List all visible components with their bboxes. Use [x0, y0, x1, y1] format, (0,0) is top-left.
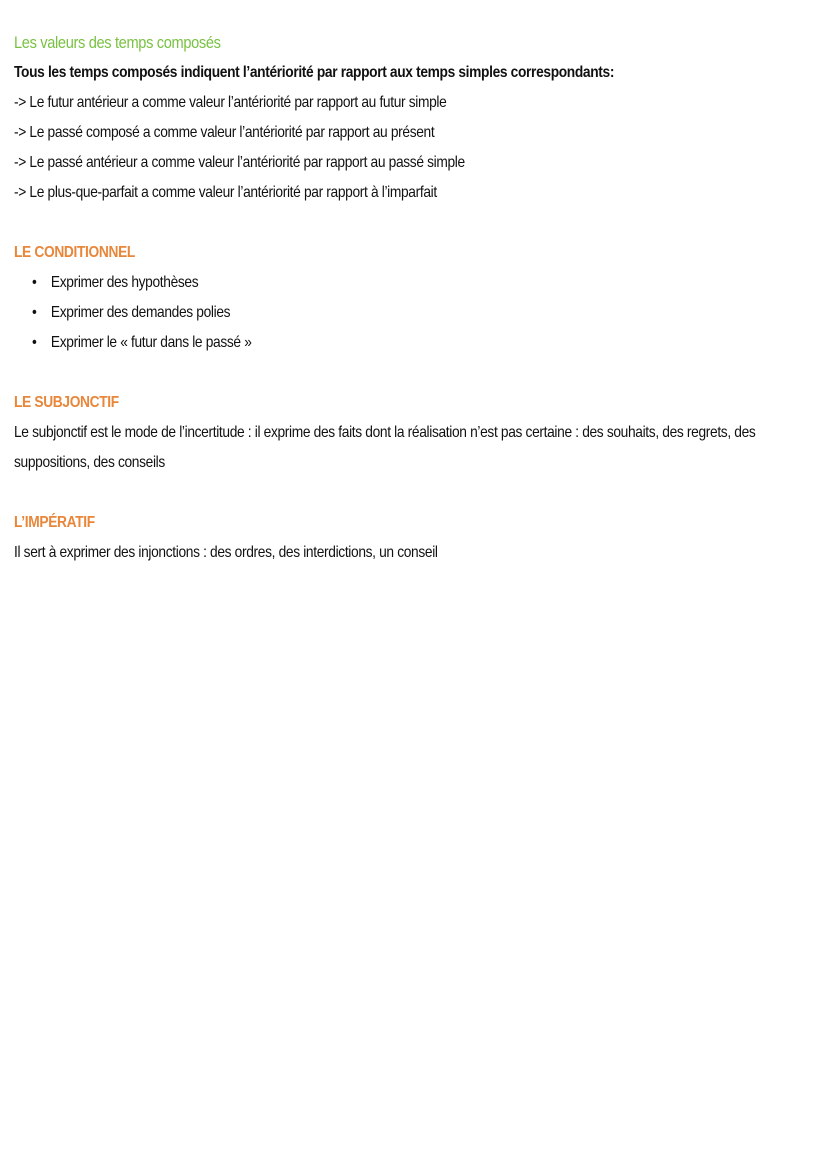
composes-item-passe-compose: -> Le passé composé a comme valeur l’antériorité par rapport au présent: [14, 124, 435, 141]
list-item: [32, 328, 705, 358]
composes-item-plus-que-parfait: -> Le plus-que-parfait a comme valeur l’antériorité par rapport à l’imparfait: [14, 184, 437, 201]
list-item-text: Exprimer des demandes polies: [50, 304, 231, 321]
list-item: [32, 298, 705, 328]
list-item-text: Exprimer des hypothèses: [50, 274, 199, 291]
imperatif-title: L’IMPÉRATIF: [14, 514, 95, 531]
imperatif-text: Il sert à exprimer des injonctions : des ordres, des interdictions, un conseil: [14, 544, 438, 561]
bullet-icon: •: [32, 274, 37, 291]
section-gap: [14, 478, 814, 508]
section-gap: [14, 358, 814, 388]
composes-intro: Tous les temps composés indiquent l’antériorité par rapport aux temps simples correspondants:: [14, 64, 615, 81]
composes-item-futur-anterieur: -> Le futur antérieur a comme valeur l’antériorité par rapport au futur simple: [14, 94, 447, 111]
composes-title: Les valeurs des temps composés: [14, 33, 221, 52]
bullet-icon: •: [32, 304, 37, 321]
list-item-text: Exprimer le « futur dans le passé »: [50, 334, 252, 351]
document-page: [14, 28, 814, 568]
subjonctif-title: LE SUBJONCTIF: [14, 394, 119, 411]
subjonctif-text: Le subjonctif est le mode de l’incertitude : il exprime des faits dont la réalisation n’est pas certaine : des souhaits, des regrets, des suppositions, des conseils: [14, 424, 756, 471]
bullet-icon: •: [32, 334, 37, 351]
composes-item-passe-anterieur: -> Le passé antérieur a comme valeur l’antériorité par rapport au passé simple: [14, 154, 465, 171]
conditionnel-list: [14, 268, 814, 358]
list-item: [32, 268, 705, 298]
conditionnel-title: LE CONDITIONNEL: [14, 244, 135, 261]
section-gap: [14, 208, 814, 238]
